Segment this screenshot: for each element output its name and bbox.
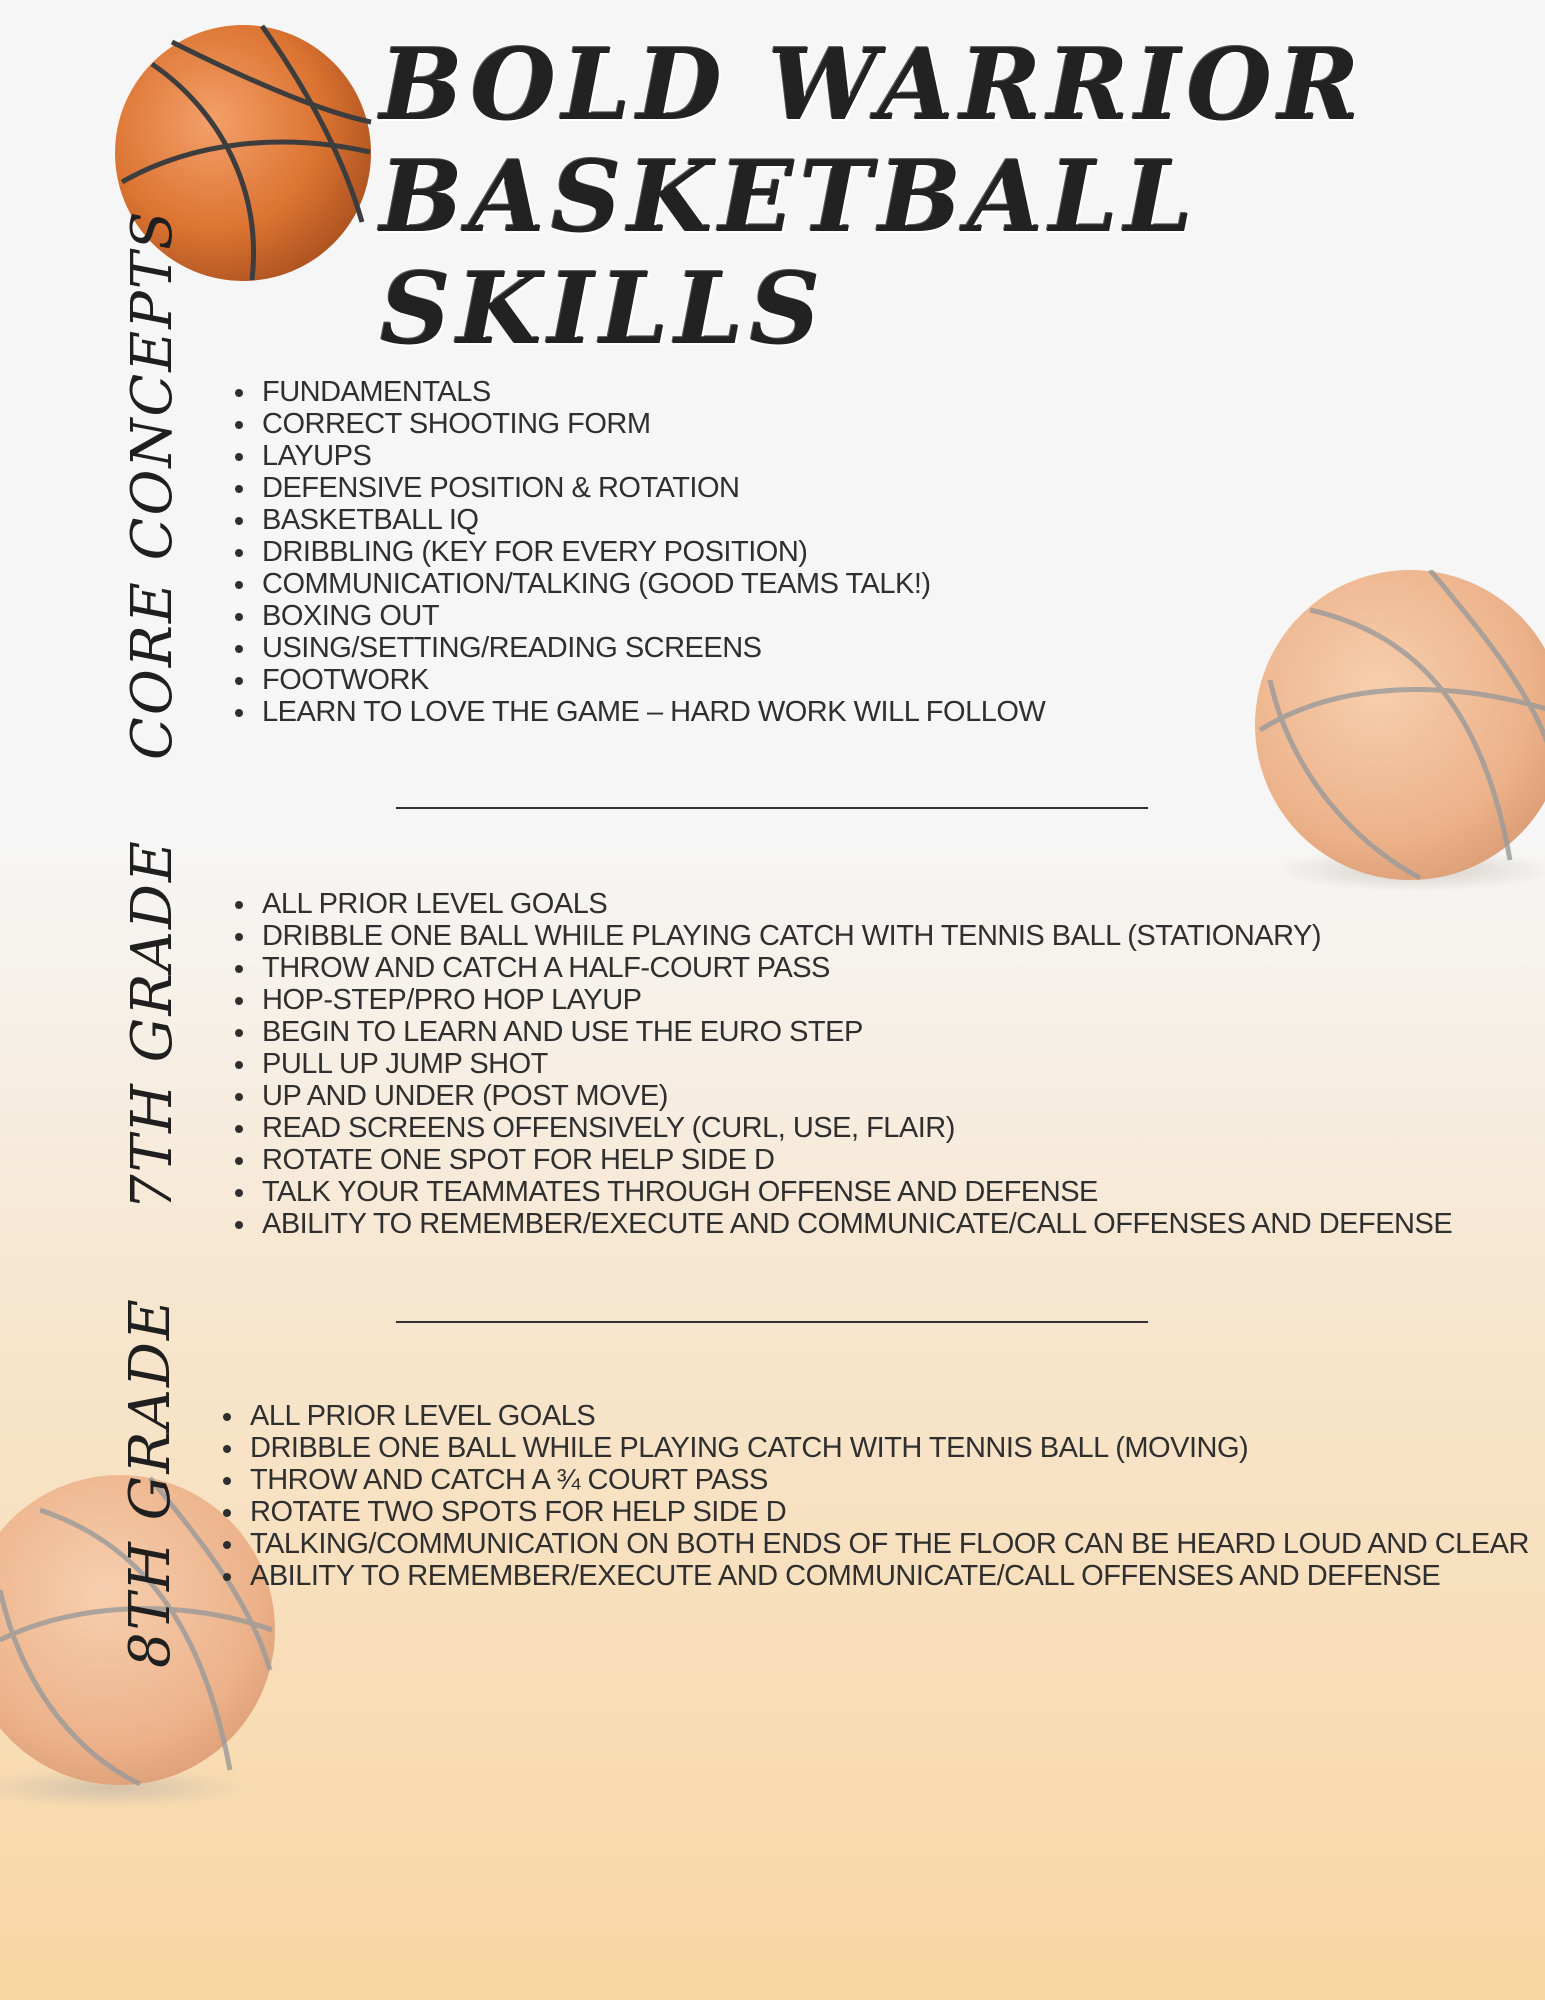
section-divider <box>396 1321 1148 1323</box>
list-item: • BEGIN TO LEARN AND USE THE EURO STEP <box>258 1016 1452 1048</box>
list-item: • FUNDAMENTALS <box>258 376 1045 408</box>
title-line-1: BOLD WARRIOR <box>380 28 1366 143</box>
core-concepts-list <box>222 376 1045 728</box>
list-item: • THROW AND CATCH A HALF-COURT PASS <box>258 952 1452 984</box>
list-item: • ROTATE TWO SPOTS FOR HELP SIDE D <box>246 1496 1536 1528</box>
list-item: • THROW AND CATCH A ¾ COURT PASS <box>246 1464 1536 1496</box>
section-label-core-concepts: CORE CONCEPTS <box>120 209 185 760</box>
8th-grade-list <box>210 1400 1536 1592</box>
list-item: • ROTATE ONE SPOT FOR HELP SIDE D <box>258 1144 1452 1176</box>
list-item: • DRIBBLE ONE BALL WHILE PLAYING CATCH WITH TENNIS BALL (MOVING) <box>246 1432 1536 1464</box>
list-item: • BOXING OUT <box>258 600 1045 632</box>
7th-grade-list <box>222 888 1452 1240</box>
list-item: • CORRECT SHOOTING FORM <box>258 408 1045 440</box>
list-item: • LEARN TO LOVE THE GAME – HARD WORK WILL FOLLOW <box>258 696 1045 728</box>
list-item: • TALKING/COMMUNICATION ON BOTH ENDS OF THE FLOOR CAN BE HEARD LOUD AND CLEAR <box>246 1528 1536 1560</box>
list-item: • FOOTWORK <box>258 664 1045 696</box>
list-item: • DEFENSIVE POSITION & ROTATION <box>258 472 1045 504</box>
title-line-2: BASKETBALL SKILLS <box>380 140 1200 367</box>
list-item: • READ SCREENS OFFENSIVELY (CURL, USE, FLAIR) <box>258 1112 1452 1144</box>
section-divider <box>396 807 1148 809</box>
list-item: • USING/SETTING/READING SCREENS <box>258 632 1045 664</box>
list-item: • ALL PRIOR LEVEL GOALS <box>246 1400 1536 1432</box>
list-item: • ALL PRIOR LEVEL GOALS <box>258 888 1452 920</box>
list-item: • PULL UP JUMP SHOT <box>258 1048 1452 1080</box>
basketball-decoration-right-icon <box>1250 570 1545 900</box>
list-item: • BASKETBALL IQ <box>258 504 1045 536</box>
list-item: • TALK YOUR TEAMMATES THROUGH OFFENSE AND DEFENSE <box>258 1176 1452 1208</box>
page-title <box>380 30 1545 366</box>
list-item: • LAYUPS <box>258 440 1045 472</box>
section-label-8th-grade: 8TH GRADE <box>118 1297 183 1668</box>
list-item: • ABILITY TO REMEMBER/EXECUTE AND COMMUNICATE/CALL OFFENSES AND DEFENSE <box>258 1208 1452 1240</box>
list-item: • DRIBBLING (KEY FOR EVERY POSITION) <box>258 536 1045 568</box>
list-item: • HOP-STEP/PRO HOP LAYUP <box>258 984 1452 1016</box>
list-item: • COMMUNICATION/TALKING (GOOD TEAMS TALK!) <box>258 568 1045 600</box>
list-item: • UP AND UNDER (POST MOVE) <box>258 1080 1452 1112</box>
section-label-7th-grade: 7TH GRADE <box>120 839 185 1210</box>
list-item: • ABILITY TO REMEMBER/EXECUTE AND COMMUNICATE/CALL OFFENSES AND DEFENSE <box>246 1560 1536 1592</box>
list-item: • DRIBBLE ONE BALL WHILE PLAYING CATCH WITH TENNIS BALL (STATIONARY) <box>258 920 1452 952</box>
